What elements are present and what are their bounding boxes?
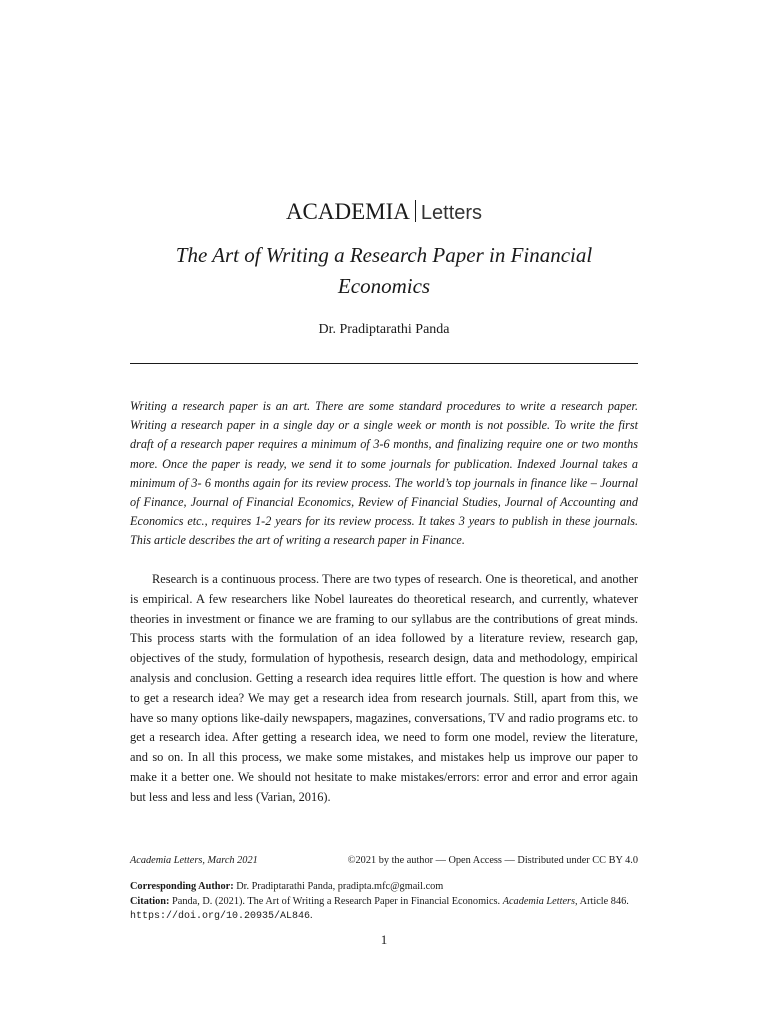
license-notice: ©2021 by the author — Open Access — Distributed under CC BY 4.0: [347, 855, 638, 866]
page-number: 1: [380, 932, 388, 947]
citation-doi-link[interactable]: https://doi.org/10.20935/AL846: [130, 911, 311, 922]
citation-line: [130, 895, 638, 925]
citation-article: , Article 846.: [575, 895, 629, 907]
correspondence-block: [130, 880, 638, 925]
masthead: [0, 198, 768, 227]
citation-end: .: [310, 910, 313, 921]
article-abstract: Writing a research paper is an art. There are some standard procedures to write a research paper. Writing a research paper in a single day or a single week or month is not possible. To write the first draft of a research paper requires a minimum of 3-6 months, and finalizing require one or two months more. Once the paper is ready, we send it to some journals for publication. Indexed Journal takes a minimum of 3- 6 months again for its review process. The world’s top journals in finance like – Journal of Finance, Journal of Financial Economics, Review of Financial Studies, Journal of Accounting and Economics etc., requires 1-2 years for its review process. It takes 3 years to publish in these journals. This article describes the art of writing a research paper in Finance.: [130, 399, 638, 548]
citation-journal: Academia Letters: [502, 895, 576, 907]
title-divider: [130, 363, 638, 364]
article-body-paragraph: Research is a continuous process. There are two types of research. One is theoretical, and another is empirical. A few researchers like Nobel laureates do theoretical research, and currently, whatever theories in investment or finance we are framing to our syllabus are the contributions of great minds. This process starts with the formulation of an idea followed by a literature review, research gap, objectives of the study, formulation of hypothesis, research design, data and methodology, empirical analysis and conclusion. Getting a research idea requires little effort. The question is how and where to get a research idea? We may get a research idea from research journals. Still, apart from this, we have so many options like-daily newspapers, magazines, conversations, TV and radio programs etc. to get a research idea. After getting a research idea, we need to form one model, review the literature, and so on. In all this process, we make some mistakes, and mistakes help us improve our paper to make it a better one. We should not hesitate to make mistakes/errors: error and error and error again but less and less and less (Varian, 2016).: [130, 572, 638, 804]
article-title: The Art of Writing a Research Paper in Financial Economics: [175, 243, 593, 298]
masthead-divider: [415, 200, 416, 222]
corresponding-author-value: Dr. Pradiptarathi Panda, pradipta.mfc@gmail.com: [236, 881, 444, 892]
corresponding-author-line: [130, 880, 638, 895]
corresponding-author-label: Corresponding Author:: [130, 881, 234, 892]
academia-logo: ACADEMIA: [285, 199, 410, 224]
article-author: Dr. Pradiptarathi Panda: [318, 322, 450, 337]
masthead-section: Letters: [420, 202, 483, 224]
citation-label: Citation:: [130, 895, 170, 907]
citation-text: Panda, D. (2021). The Art of Writing a Research Paper in Financial Economics.: [172, 895, 501, 907]
journal-date: Academia Letters, March 2021: [130, 855, 258, 866]
